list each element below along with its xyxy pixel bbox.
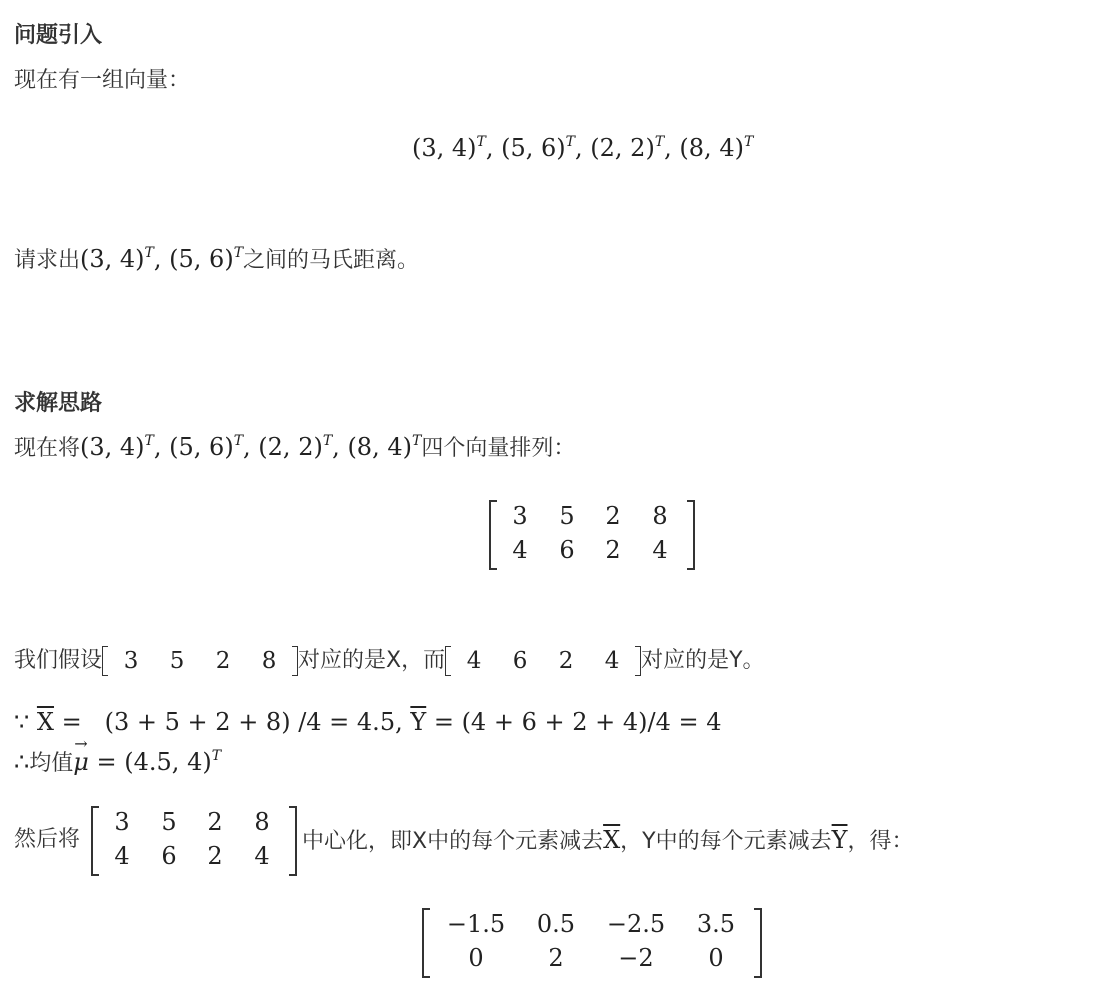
matrix-cell: 6 bbox=[161, 842, 177, 870]
mu-vector: → μ bbox=[73, 734, 89, 776]
vector-2: (5, 6) bbox=[501, 134, 566, 162]
centering-matrix bbox=[91, 806, 297, 876]
vector-4: (8, 4) bbox=[679, 134, 744, 162]
matrix-cell: 8 bbox=[652, 502, 668, 530]
matrix-cell: 2 bbox=[548, 944, 564, 972]
row-x-matrix: 3 5 2 8 bbox=[102, 646, 298, 676]
matrix-cell: 2 bbox=[605, 536, 621, 564]
matrix-cell: 3 bbox=[512, 502, 528, 530]
row-y-matrix: 4 6 2 4 bbox=[445, 646, 641, 676]
matrix-cell: 4 bbox=[254, 842, 270, 870]
matrix-cell: 4 bbox=[114, 842, 130, 870]
center-prefix-text: 然后将 bbox=[14, 827, 81, 852]
right-bracket bbox=[687, 500, 695, 570]
matrix-cell: 3 bbox=[114, 808, 130, 836]
matrix-cell: 5 bbox=[161, 808, 177, 836]
matrix-cell: −2.5 bbox=[606, 910, 666, 938]
matrix-cell: −1.5 bbox=[446, 910, 506, 938]
data-matrix bbox=[489, 500, 695, 570]
matrix-cell: 0 bbox=[468, 944, 484, 972]
section-heading-intro: 问题引入 bbox=[14, 23, 103, 48]
question-text: 请求出(3, 4)$^T$, (5, 6)$^T$之间的马氏距离。 bbox=[14, 245, 420, 273]
vector-1: (3, 4) bbox=[412, 134, 477, 162]
matrix-cell: 6 bbox=[559, 536, 575, 564]
matrix-cell: 2 bbox=[207, 808, 223, 836]
matrix-cell: 0.5 bbox=[536, 910, 576, 938]
matrix-cell: 0 bbox=[708, 944, 724, 972]
vector-list-display: (3, 4)$^T$, (5, 6)$^T$, (2, 2)$^T$, (8, 4)$^T$ bbox=[412, 134, 754, 162]
matrix-cell: −2 bbox=[618, 944, 654, 972]
matrix-cell: 3.5 bbox=[696, 910, 736, 938]
matrix-cell: 2 bbox=[605, 502, 621, 530]
matrix-cell: 5 bbox=[559, 502, 575, 530]
matrix-cell: 4 bbox=[652, 536, 668, 564]
matrix-cell: 8 bbox=[254, 808, 270, 836]
centered-matrix bbox=[422, 908, 762, 978]
x-bar: $\overline{X}$ bbox=[36, 708, 55, 736]
assumption-text: 我们假设 3 5 2 8 对应的是X，而 4 6 2 4 对应的是Y。 bbox=[14, 648, 765, 674]
mean-calculation: ∵ $\overline{X} = (3 + 5 + 2 + 8) /4 = 4.5$, $\overline{Y} = (4 + 6 + 2 + 4)/4 = 4$ bbox=[14, 708, 722, 736]
arrange-text: 现在将(3, 4)$^T$, (5, 6)$^T$, (2, 2)$^T$, (8, 4)$^T$四个向量排列： bbox=[14, 433, 576, 461]
matrix-cell: 4 bbox=[512, 536, 528, 564]
matrix-cell: 2 bbox=[207, 842, 223, 870]
vector-3: (2, 2) bbox=[590, 134, 655, 162]
mean-vector-line: ∴均值 → μ = (4.5, 4)$^T$ bbox=[14, 734, 222, 776]
center-description: 中心化，即X中的每个元素减去$\overline{X}$，Y中的每个元素减去$\overline{Y}$，得： bbox=[302, 826, 914, 854]
y-bar: $\overline{Y}$ bbox=[410, 708, 427, 736]
intro-text: 现在有一组向量： bbox=[14, 68, 191, 93]
section-heading-approach: 求解思路 bbox=[14, 391, 103, 416]
left-bracket bbox=[489, 500, 497, 570]
